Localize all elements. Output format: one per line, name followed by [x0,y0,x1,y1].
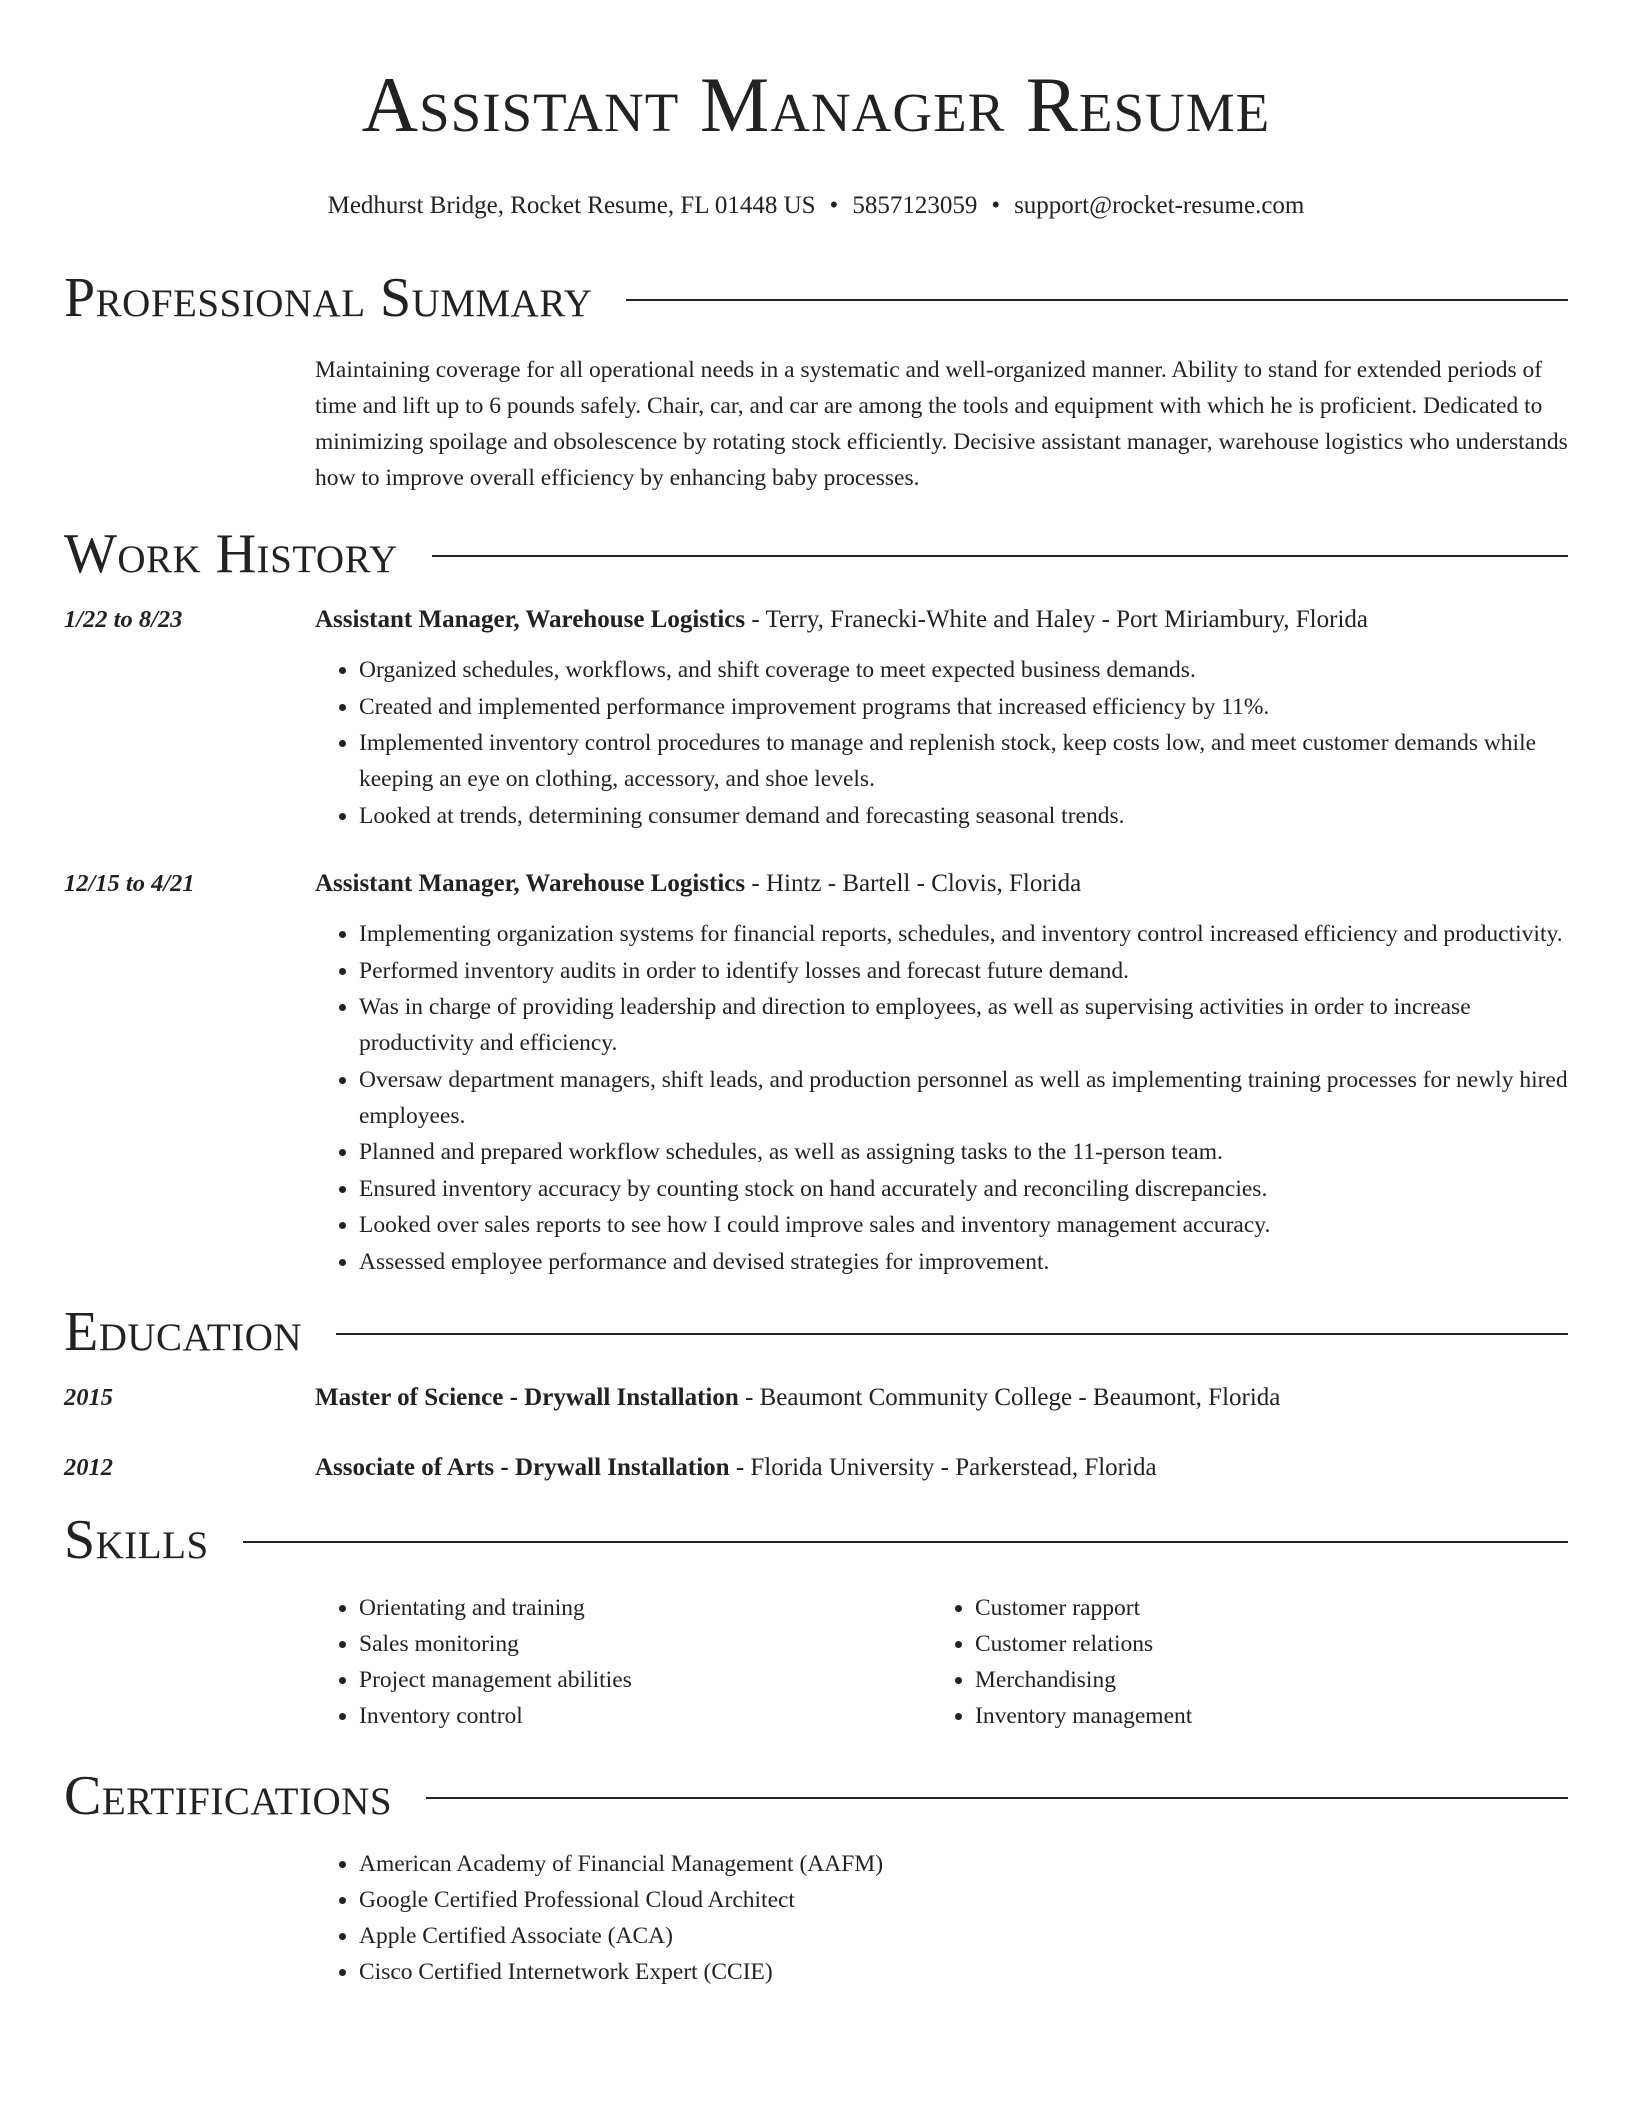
page-title: Assistant Manager Resume [361,61,1271,148]
section-header-summary [64,266,1568,330]
list-item: • Inventory control [359,1698,931,1734]
contact-line [64,190,1568,222]
section-divider [336,1333,1568,1335]
list-item: • Project management abilities [359,1662,931,1698]
education-year: 2015 [64,1384,113,1411]
list-item: • Was in charge of providing leadership and direction to employees, as well as supervising activities in order to increase productivity and efficiency. [359,989,1568,1061]
contact-email: support@rocket-resume.com [1014,192,1305,219]
education-heading [315,1380,1568,1416]
job-dates: 1/22 to 8/23 [64,606,183,633]
education-year: 2012 [64,1454,113,1481]
section-title-summary: Professional Summary [64,267,593,329]
list-item: • Performed inventory audits in order to identify losses and forecast future demand. [359,953,1568,989]
education-school: - Florida University - Parkerstead, Florida [729,1454,1157,1481]
education-heading [315,1450,1568,1486]
list-item: • Apple Certified Associate (ACA) [359,1918,1568,1954]
job-bullets [315,916,1568,1280]
list-item: • Customer relations [975,1626,1547,1662]
list-item: • American Academy of Financial Management (AAFM) [359,1846,1568,1882]
section-divider [426,1797,1568,1799]
job-entry [64,866,1568,1280]
list-item: • Organized schedules, workflows, and shift coverage to meet expected business demands. [359,652,1568,688]
section-header-skills [64,1508,1568,1572]
section-header-certifications [64,1764,1568,1828]
section-divider [243,1541,1568,1543]
education-entry [64,1380,1568,1416]
job-bullets [315,652,1568,834]
list-item: • Cisco Certified Internetwork Expert (CCIE) [359,1954,1568,1990]
contact-separator: • [991,192,1001,219]
summary-text: Maintaining coverage for all operational needs in a systematic and well-organized manner. Ability to stand for extended periods of time and lift up to 6 pounds safely. Chair, car, and car are among the tools and equipment with which he is proficient. Dedicated to minimizing spoilage and obsolescence by rotating stock efficiently. Decisive assistant manager, warehouse logistics who understands how to improve overall efficiency by enhancing baby processes. [315,357,1568,491]
job-dates: 12/15 to 4/21 [64,870,195,897]
skills-list [315,1590,1568,1734]
education-entry [64,1450,1568,1486]
list-item: • Created and implemented performance improvement programs that increased efficiency by 11%. [359,689,1568,725]
list-item: • Orientating and training [359,1590,931,1626]
list-item: • Looked at trends, determining consumer demand and forecasting seasonal trends. [359,798,1568,834]
section-title-work-history: Work History [64,523,398,585]
education-degree: Associate of Arts - Drywall Installation [315,1454,730,1481]
contact-separator: • [829,192,839,219]
list-item: • Inventory management [975,1698,1547,1734]
job-entry [64,602,1568,834]
section-title-certifications: Certifications [64,1765,393,1827]
list-item: • Looked over sales reports to see how I could improve sales and inventory management accuracy. [359,1207,1568,1243]
list-item: • Oversaw department managers, shift leads, and production personnel as well as implementing training processes for newly hired employees. [359,1062,1568,1134]
job-employer: - Terry, Franecki-White and Haley - Port Miriambury, Florida [745,606,1368,633]
section-title-education: Education [64,1301,303,1363]
list-item: • Assessed employee performance and devised strategies for improvement. [359,1244,1568,1280]
section-header-education [64,1300,1568,1364]
education-degree: Master of Science - Drywall Installation [315,1384,739,1411]
contact-phone: 5857123059 [852,192,978,219]
list-item: • Implemented inventory control procedures to manage and replenish stock, keep costs low, and meet customer demands while keeping an eye on clothing, accessory, and shoe levels. [359,725,1568,797]
list-item: • Implementing organization systems for financial reports, schedules, and inventory control increased efficiency and productivity. [359,916,1568,952]
section-title-skills: Skills [64,1509,209,1571]
skills-column-left [315,1590,931,1734]
section-divider [432,555,1568,557]
education-school: - Beaumont Community College - Beaumont, Florida [738,1384,1281,1411]
job-title: Assistant Manager, Warehouse Logistics [315,870,746,897]
job-employer: - Hintz - Bartell - Clovis, Florida [745,870,1082,897]
section-divider [626,299,1568,301]
list-item: • Sales monitoring [359,1626,931,1662]
list-item: • Google Certified Professional Cloud Architect [359,1882,1568,1918]
job-title: Assistant Manager, Warehouse Logistics [315,606,746,633]
section-header-work-history [64,522,1568,586]
contact-address: Medhurst Bridge, Rocket Resume, FL 01448 US [327,192,816,219]
list-item: • Merchandising [975,1662,1547,1698]
list-item: • Customer rapport [975,1590,1547,1626]
job-heading [315,602,1568,638]
list-item: • Ensured inventory accuracy by counting stock on hand accurately and reconciling discrepancies. [359,1171,1568,1207]
certifications-list [315,1846,1568,1990]
list-item: • Planned and prepared workflow schedules, as well as assigning tasks to the 11-person team. [359,1134,1568,1170]
job-heading [315,866,1568,902]
skills-column-right [931,1590,1547,1734]
